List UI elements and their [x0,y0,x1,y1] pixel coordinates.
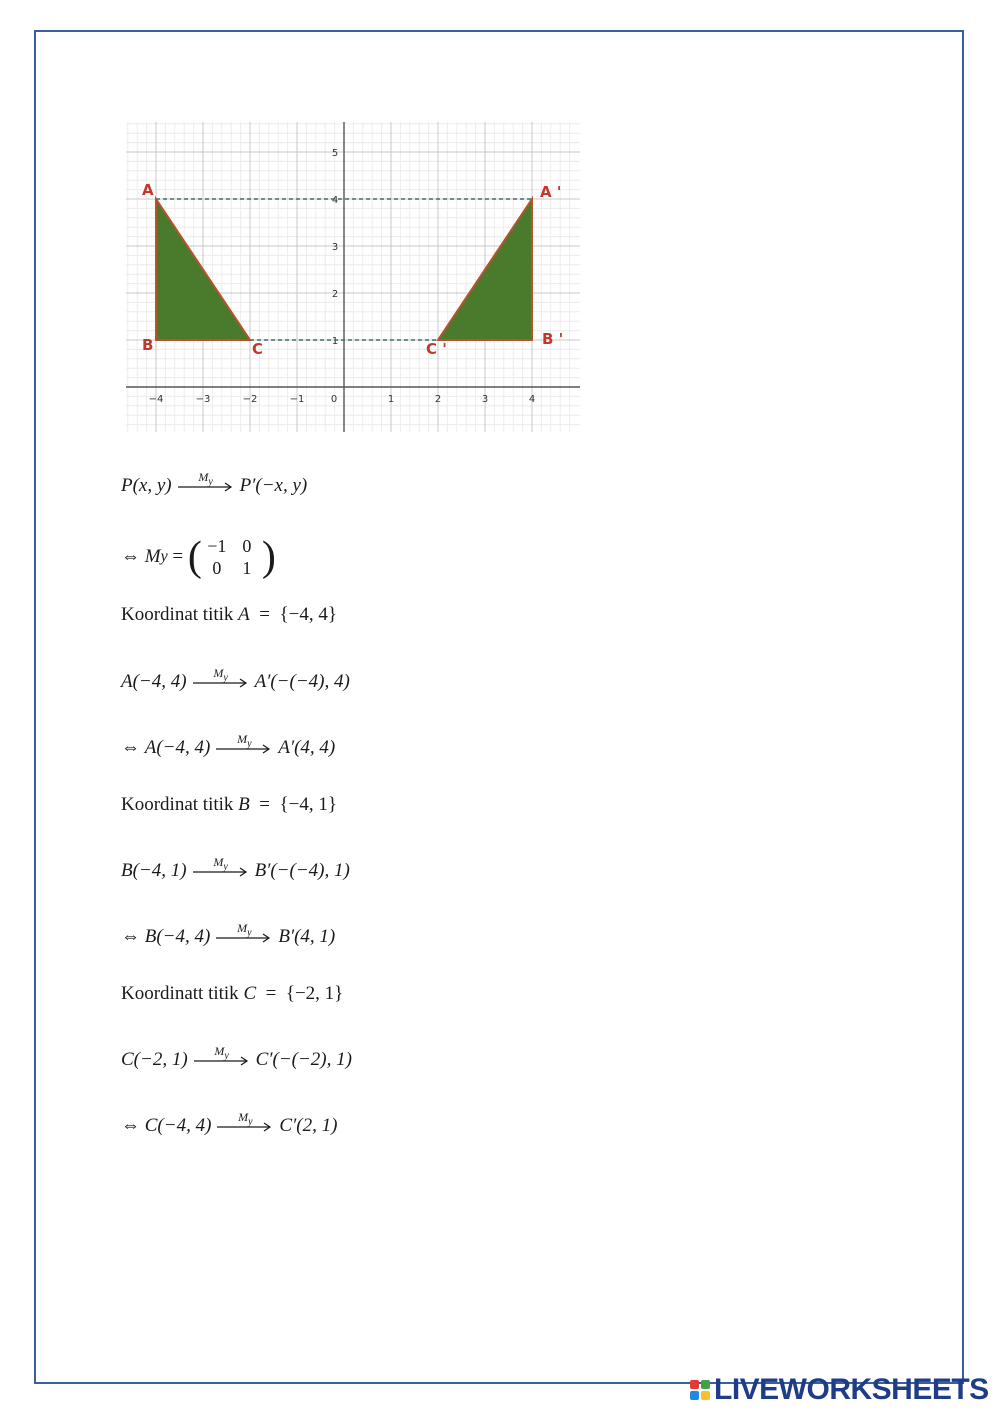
matrix-name: M [144,546,161,567]
mapping-c: C(−2, 1) $M_y$ C′(−(−2), 1) [121,1043,352,1070]
label-b-prime: B ' [542,330,564,348]
mapping-arrow: $M_y$ [216,930,272,946]
y-tick-label: 2 [331,289,339,300]
x-tick-label: 3 [481,394,489,405]
mapping-arrow: $M_y$ [178,479,234,495]
x-tick-label: 0 [330,394,338,405]
y-tick-label: 5 [331,148,339,159]
mapping-general [121,469,308,498]
y-tick-label: 4 [331,195,339,206]
matrix-cell: 1 [242,558,252,578]
label-c-prime: C ' [426,340,447,358]
general-point: P(x, y) [121,475,172,496]
mapping-b: B(−4, 1) $M_y$ B′(−(−4), 1) [121,854,350,881]
matrix-line: ⇔ M y = ( −1 0 0 1 ) [121,534,276,580]
coord-b-line: Koordinat titik B = {−4, 1} [121,794,337,815]
mapping-a: A(−4, 4) $M_y$ A′(−(−4), 4) [121,665,350,692]
reflection-matrix: ( −1 0 0 1 ) [187,534,276,580]
reflection-figure [126,122,580,432]
mapping-arrow: $M_y$ [193,675,249,691]
matrix-cell: 0 [242,536,252,556]
brand-icon [690,1380,710,1400]
mapping-arrow: $M_y$ [193,864,249,880]
mapping-arrow: $M_y$ [217,1119,273,1135]
liveworksheets-logo: LIVEWORKSHEETS [690,1373,989,1407]
mapping-a-result: ⇔ A(−4, 4) $M_y$ A′(4, 4) [121,731,336,758]
x-tick-label: −4 [148,394,164,405]
matrix-cell: −1 [207,536,227,556]
label-a-prime: A ' [540,183,562,201]
general-image: P′(−x, y) [239,475,308,496]
mapping-arrow: $M_y$ [216,741,272,757]
mapping-b-result: ⇔ B(−4, 4) $M_y$ B′(4, 1) [121,920,336,947]
mapping-c-result: ⇔ C(−4, 4) $M_y$ C′(2, 1) [121,1109,338,1136]
y-tick-label: 3 [331,242,339,253]
matrix-cell: 0 [212,558,222,578]
x-tick-label: 2 [434,394,442,405]
label-c: C [252,340,264,358]
x-tick-label: 4 [528,394,536,405]
coord-a-line: Koordinat titik A = {−4, 4} [121,604,337,625]
label-b: B [142,336,154,354]
x-tick-label: −3 [195,394,211,405]
mapping-arrow: $M_y$ [194,1053,250,1069]
x-tick-label: −1 [289,394,305,405]
equiv-symbol: ⇔ [121,546,140,567]
coord-c-line: Koordinatt titik C = {−2, 1} [121,983,344,1004]
label-a: A [142,181,154,199]
x-tick-label: 1 [387,394,395,405]
x-tick-label: −2 [242,394,258,405]
y-tick-label: 1 [331,336,339,347]
